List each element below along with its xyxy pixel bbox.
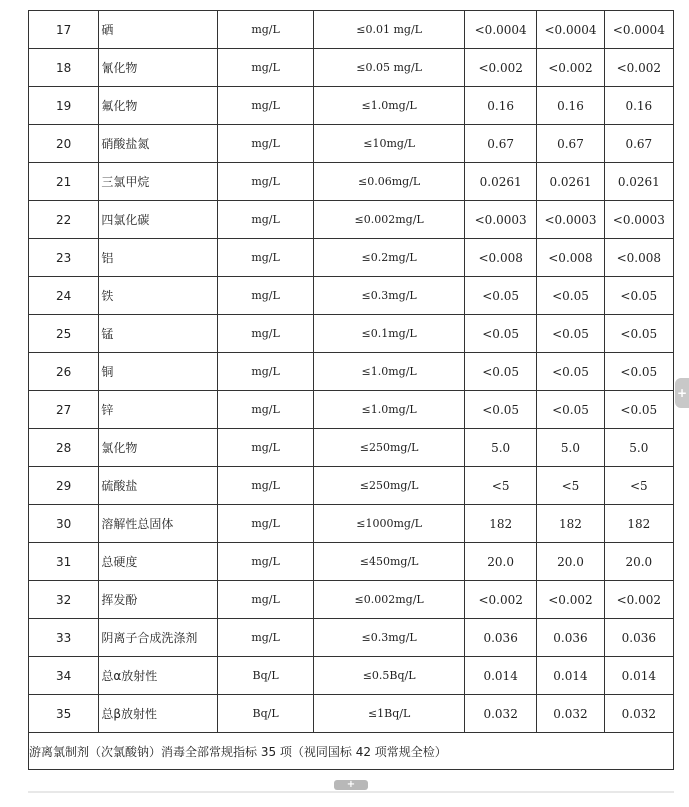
result-2-cell: <0.05 — [537, 315, 604, 353]
table-row — [29, 277, 674, 315]
table-row — [29, 581, 674, 619]
row-number-cell: 18 — [29, 49, 99, 87]
result-1-cell: 5.0 — [464, 429, 536, 467]
result-3-cell: 0.036 — [604, 619, 673, 657]
add-column-handle[interactable] — [675, 378, 689, 408]
item-name-cell: 锰 — [99, 315, 218, 353]
table-row — [29, 11, 674, 49]
unit-cell: mg/L — [217, 429, 313, 467]
table-row — [29, 505, 674, 543]
water-quality-table — [28, 10, 674, 770]
unit-cell: mg/L — [217, 543, 313, 581]
result-1-cell: <0.05 — [464, 277, 536, 315]
row-number-cell: 21 — [29, 163, 99, 201]
unit-cell: mg/L — [217, 239, 313, 277]
item-name-cell: 氰化物 — [99, 49, 218, 87]
limit-value-cell: ≤1000mg/L — [314, 505, 465, 543]
unit-cell: mg/L — [217, 353, 313, 391]
result-3-cell: 0.014 — [604, 657, 673, 695]
limit-value-cell: ≤0.3mg/L — [314, 277, 465, 315]
limit-value-cell: ≤250mg/L — [314, 429, 465, 467]
limit-value-cell: ≤10mg/L — [314, 125, 465, 163]
result-1-cell: <0.0004 — [464, 11, 536, 49]
table-row — [29, 353, 674, 391]
result-2-cell: <0.05 — [537, 277, 604, 315]
result-2-cell: 5.0 — [537, 429, 604, 467]
result-3-cell: <0.05 — [604, 391, 673, 429]
item-name-cell: 挥发酚 — [99, 581, 218, 619]
table-row — [29, 429, 674, 467]
table-row — [29, 391, 674, 429]
item-name-cell: 总β放射性 — [99, 695, 218, 733]
item-name-cell: 总α放射性 — [99, 657, 218, 695]
result-2-cell: <0.008 — [537, 239, 604, 277]
result-2-cell: 0.16 — [537, 87, 604, 125]
limit-value-cell: ≤1.0mg/L — [314, 391, 465, 429]
result-1-cell: 0.032 — [464, 695, 536, 733]
unit-cell: mg/L — [217, 505, 313, 543]
result-3-cell: 182 — [604, 505, 673, 543]
result-2-cell: 0.036 — [537, 619, 604, 657]
result-2-cell: <0.05 — [537, 391, 604, 429]
row-number-cell: 34 — [29, 657, 99, 695]
row-number-cell: 32 — [29, 581, 99, 619]
item-name-cell: 铜 — [99, 353, 218, 391]
table-row — [29, 657, 674, 695]
result-1-cell: 0.16 — [464, 87, 536, 125]
limit-value-cell: ≤0.002mg/L — [314, 581, 465, 619]
table-row — [29, 125, 674, 163]
note-row — [29, 733, 674, 770]
table-row — [29, 619, 674, 657]
result-3-cell: <0.05 — [604, 353, 673, 391]
result-2-cell: <0.002 — [537, 49, 604, 87]
result-2-cell: <0.05 — [537, 353, 604, 391]
row-number-cell: 35 — [29, 695, 99, 733]
result-3-cell: 0.0261 — [604, 163, 673, 201]
unit-cell: mg/L — [217, 619, 313, 657]
row-number-cell: 27 — [29, 391, 99, 429]
result-3-cell: <0.008 — [604, 239, 673, 277]
limit-value-cell: ≤0.2mg/L — [314, 239, 465, 277]
result-2-cell: 0.67 — [537, 125, 604, 163]
result-1-cell: <0.008 — [464, 239, 536, 277]
item-name-cell: 四氯化碳 — [99, 201, 218, 239]
result-3-cell: 5.0 — [604, 429, 673, 467]
item-name-cell: 铝 — [99, 239, 218, 277]
unit-cell: mg/L — [217, 201, 313, 239]
item-name-cell: 氟化物 — [99, 87, 218, 125]
item-name-cell: 硝酸盐氮 — [99, 125, 218, 163]
table-row — [29, 49, 674, 87]
limit-value-cell: ≤0.05 mg/L — [314, 49, 465, 87]
row-number-cell: 23 — [29, 239, 99, 277]
result-3-cell: <0.002 — [604, 581, 673, 619]
result-3-cell: <5 — [604, 467, 673, 505]
limit-value-cell: ≤450mg/L — [314, 543, 465, 581]
result-2-cell: <0.0004 — [537, 11, 604, 49]
unit-cell: mg/L — [217, 315, 313, 353]
result-3-cell: <0.002 — [604, 49, 673, 87]
row-number-cell: 31 — [29, 543, 99, 581]
result-3-cell: 0.032 — [604, 695, 673, 733]
row-number-cell: 29 — [29, 467, 99, 505]
unit-cell: mg/L — [217, 163, 313, 201]
table-row — [29, 201, 674, 239]
result-2-cell: 182 — [537, 505, 604, 543]
table-row — [29, 467, 674, 505]
item-name-cell: 三氯甲烷 — [99, 163, 218, 201]
result-2-cell: <0.0003 — [537, 201, 604, 239]
result-2-cell: 20.0 — [537, 543, 604, 581]
row-number-cell: 20 — [29, 125, 99, 163]
limit-value-cell: ≤1.0mg/L — [314, 87, 465, 125]
item-name-cell: 锌 — [99, 391, 218, 429]
row-number-cell: 22 — [29, 201, 99, 239]
row-number-cell: 24 — [29, 277, 99, 315]
table-row — [29, 163, 674, 201]
result-3-cell: 0.16 — [604, 87, 673, 125]
unit-cell: mg/L — [217, 125, 313, 163]
item-name-cell: 铁 — [99, 277, 218, 315]
table-bottom-edge — [28, 791, 674, 793]
limit-value-cell: ≤0.01 mg/L — [314, 11, 465, 49]
row-number-cell: 26 — [29, 353, 99, 391]
result-2-cell: <5 — [537, 467, 604, 505]
row-number-cell: 19 — [29, 87, 99, 125]
table-row — [29, 239, 674, 277]
limit-value-cell: ≤250mg/L — [314, 467, 465, 505]
unit-cell: mg/L — [217, 277, 313, 315]
unit-cell: mg/L — [217, 11, 313, 49]
result-3-cell: <0.0004 — [604, 11, 673, 49]
result-1-cell: 0.014 — [464, 657, 536, 695]
result-1-cell: 0.67 — [464, 125, 536, 163]
unit-cell: Bq/L — [217, 695, 313, 733]
limit-value-cell: ≤0.3mg/L — [314, 619, 465, 657]
item-name-cell: 总硬度 — [99, 543, 218, 581]
item-name-cell: 硫酸盐 — [99, 467, 218, 505]
result-2-cell: 0.014 — [537, 657, 604, 695]
item-name-cell: 氯化物 — [99, 429, 218, 467]
unit-cell: Bq/L — [217, 657, 313, 695]
row-number-cell: 25 — [29, 315, 99, 353]
result-1-cell: <0.05 — [464, 353, 536, 391]
result-1-cell: 182 — [464, 505, 536, 543]
table-row — [29, 543, 674, 581]
item-name-cell: 硒 — [99, 11, 218, 49]
table-row — [29, 315, 674, 353]
result-2-cell: 0.032 — [537, 695, 604, 733]
row-number-cell: 28 — [29, 429, 99, 467]
row-number-cell: 17 — [29, 11, 99, 49]
result-3-cell: <0.05 — [604, 277, 673, 315]
plus-icon: + — [676, 386, 688, 400]
limit-value-cell: ≤1.0mg/L — [314, 353, 465, 391]
result-2-cell: 0.0261 — [537, 163, 604, 201]
unit-cell: mg/L — [217, 391, 313, 429]
row-number-cell: 30 — [29, 505, 99, 543]
result-3-cell: 0.67 — [604, 125, 673, 163]
result-1-cell: <0.05 — [464, 315, 536, 353]
limit-value-cell: ≤0.06mg/L — [314, 163, 465, 201]
note-text: 游离氯制剂（次氯酸钠）消毒全部常规指标 35 项（视同国标 42 项常规全检） — [29, 733, 674, 770]
row-number-cell: 33 — [29, 619, 99, 657]
table-row — [29, 87, 674, 125]
table-body — [29, 11, 674, 733]
item-name-cell: 阴离子合成洗涤剂 — [99, 619, 218, 657]
result-1-cell: 0.036 — [464, 619, 536, 657]
limit-value-cell: ≤0.1mg/L — [314, 315, 465, 353]
unit-cell: mg/L — [217, 49, 313, 87]
add-row-handle[interactable] — [334, 780, 368, 790]
unit-cell: mg/L — [217, 87, 313, 125]
result-1-cell: 0.0261 — [464, 163, 536, 201]
result-1-cell: 20.0 — [464, 543, 536, 581]
limit-value-cell: ≤0.5Bq/L — [314, 657, 465, 695]
result-2-cell: <0.002 — [537, 581, 604, 619]
limit-value-cell: ≤1Bq/L — [314, 695, 465, 733]
result-1-cell: <5 — [464, 467, 536, 505]
result-1-cell: <0.0003 — [464, 201, 536, 239]
result-3-cell: <0.0003 — [604, 201, 673, 239]
result-3-cell: <0.05 — [604, 315, 673, 353]
result-1-cell: <0.05 — [464, 391, 536, 429]
unit-cell: mg/L — [217, 467, 313, 505]
plus-icon: + — [346, 779, 356, 790]
unit-cell: mg/L — [217, 581, 313, 619]
limit-value-cell: ≤0.002mg/L — [314, 201, 465, 239]
table-row — [29, 695, 674, 733]
result-3-cell: 20.0 — [604, 543, 673, 581]
result-1-cell: <0.002 — [464, 49, 536, 87]
item-name-cell: 溶解性总固体 — [99, 505, 218, 543]
result-1-cell: <0.002 — [464, 581, 536, 619]
